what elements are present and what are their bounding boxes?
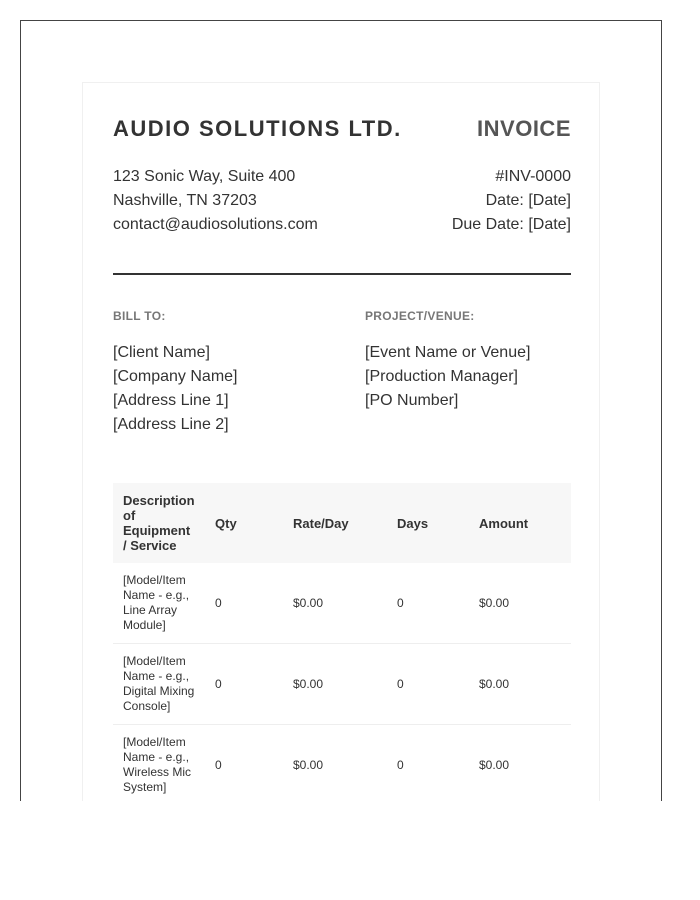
company-address-line2: Nashville, TN 37203 (113, 192, 257, 209)
column-header-rate: Rate/Day (283, 483, 387, 563)
item-description: [Model/Item Name - e.g., Line Array Module] (113, 563, 205, 644)
item-rate: $0.00 (283, 563, 387, 644)
project-line: [PO Number] (365, 392, 459, 409)
company-email: contact@audiosolutions.com (113, 216, 318, 233)
project-line: [Production Manager] (365, 368, 518, 385)
invoice-date: Date: [Date] (485, 192, 571, 209)
document-viewport (20, 20, 662, 801)
company-name: AUDIO SOLUTIONS LTD. (113, 116, 402, 141)
item-amount: $0.00 (469, 644, 571, 725)
bill-to-line: [Address Line 1] (113, 392, 229, 409)
item-qty: 0 (205, 644, 283, 725)
invoice-header (113, 116, 571, 146)
bill-to-line: [Address Line 2] (113, 416, 229, 433)
project-block (365, 341, 530, 413)
invoice-title: INVOICE (477, 116, 571, 141)
invoice-meta (452, 165, 571, 237)
invoice-paper (82, 82, 600, 801)
column-header-qty: Qty (205, 483, 283, 563)
invoice-number: #INV-0000 (495, 168, 571, 185)
item-amount: $0.00 (469, 725, 571, 802)
item-rate: $0.00 (283, 725, 387, 802)
company-info (113, 165, 318, 237)
table-row (113, 725, 571, 802)
company-address-line1: 123 Sonic Way, Suite 400 (113, 168, 296, 185)
item-description: [Model/Item Name - e.g., Wireless Mic System] (113, 725, 205, 802)
column-header-description: Description of Equipment / Service (113, 483, 205, 563)
item-days: 0 (387, 563, 469, 644)
bill-to-line: [Company Name] (113, 368, 238, 385)
table-row (113, 563, 571, 644)
item-qty: 0 (205, 563, 283, 644)
table-row (113, 644, 571, 725)
item-amount: $0.00 (469, 563, 571, 644)
bill-to-block (113, 341, 238, 437)
table-header-row (113, 483, 571, 563)
line-items-table (113, 483, 571, 801)
invoice-due-date: Due Date: [Date] (451, 216, 571, 233)
item-days: 0 (387, 644, 469, 725)
item-days: 0 (387, 725, 469, 802)
bill-to-label: BILL TO: (113, 309, 166, 323)
project-line: [Event Name or Venue] (365, 344, 531, 361)
column-header-days: Days (387, 483, 469, 563)
item-qty: 0 (205, 725, 283, 802)
column-header-amount: Amount (469, 483, 571, 563)
header-divider (113, 273, 571, 275)
project-label: PROJECT/VENUE: (365, 309, 475, 323)
item-description: [Model/Item Name - e.g., Digital Mixing Console] (113, 644, 205, 725)
bill-to-line: [Client Name] (113, 344, 210, 361)
item-rate: $0.00 (283, 644, 387, 725)
